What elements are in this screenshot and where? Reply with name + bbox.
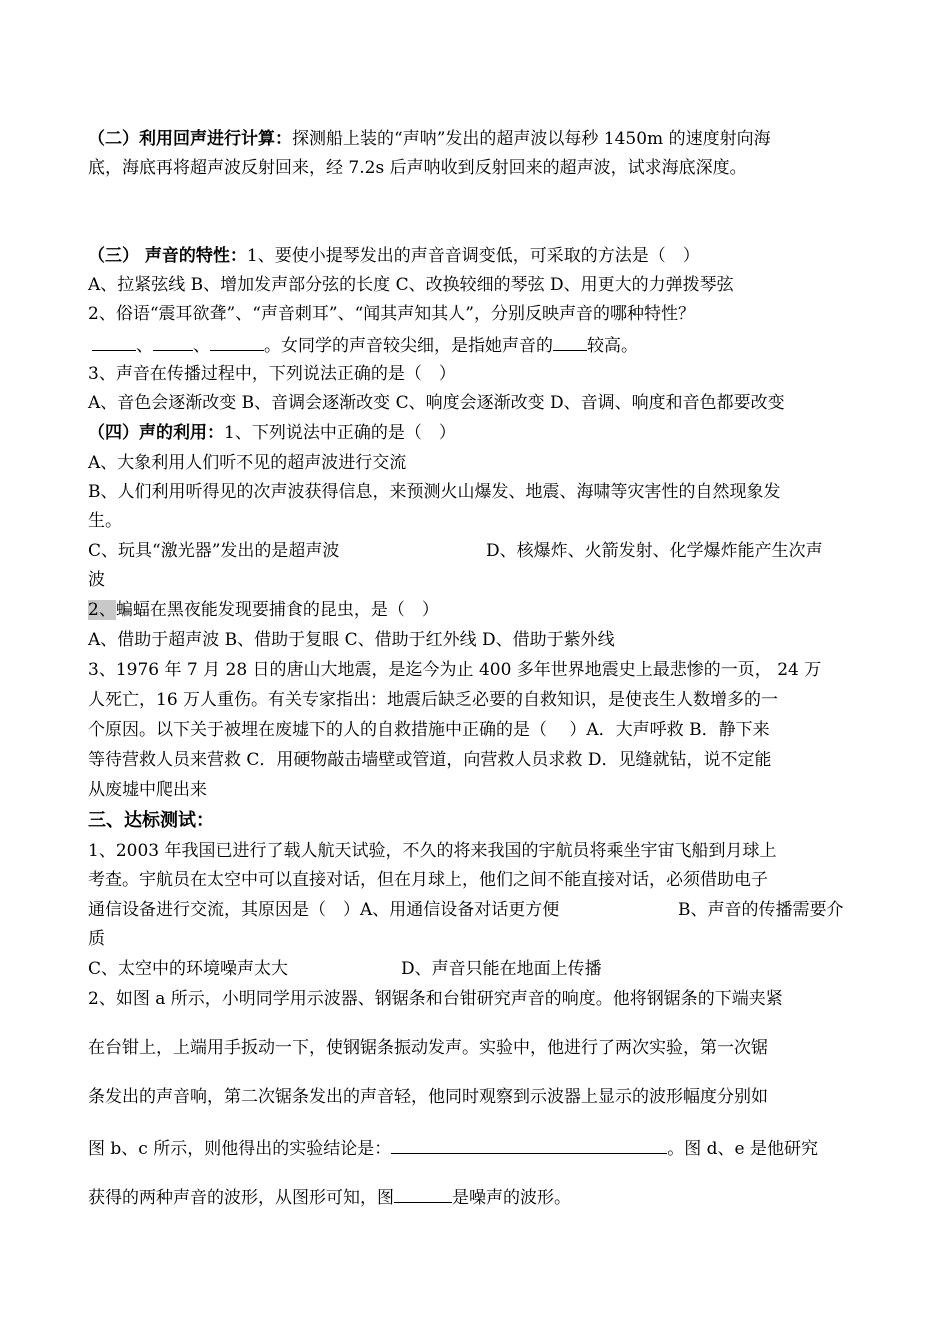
question-text: 是噪声的波形。 — [452, 1188, 571, 1208]
question-text: 图 b、c 所示，则他得出的实验结论是： — [88, 1139, 392, 1159]
option-b: B、声音的传播需要介 — [678, 900, 844, 920]
sound-use-q2-options: A、借助于超声波 B、借助于复眼 C、借助于红外线 D、借助于紫外线 — [88, 630, 615, 650]
answer-blank[interactable] — [394, 1185, 452, 1203]
sound-features-q2-blanks — [88, 333, 863, 357]
sound-use-heading: （四）声的利用： — [88, 423, 224, 443]
echo-question-line2: 底，海底再将超声波反射回来，经 7.2s 后声呐收到反射回来的超声波，试求海底深度。 — [88, 158, 747, 178]
separator: 、 — [136, 336, 153, 356]
sound-use-q1-optCD — [88, 540, 863, 562]
echo-question-line1 — [88, 128, 863, 150]
sound-features-heading: （三） 声音的特性： — [88, 246, 247, 266]
test-q2-line4 — [88, 1136, 863, 1160]
question-text: 蝙蝠在黑夜能发现要捕食的昆虫，是（ ） — [115, 600, 439, 620]
sound-use-q1-optB-line2: 生。 — [88, 511, 122, 531]
separator: 、 — [193, 336, 210, 356]
highlighted-number: 2、 — [88, 600, 116, 620]
sound-use-q3-line4: 等待营救人员来营救 C．用硬物敲击墙壁或管道，向营救人员求救 D．见缝就钻，说不定能 — [88, 750, 772, 770]
question-text: 。女同学的声音较尖细，是指她声音的 — [264, 336, 553, 356]
test-q2-line5 — [88, 1185, 863, 1209]
option-d: D、声音只能在地面上传播 — [401, 959, 602, 979]
sound-features-q3: 3、声音在传播过程中，下列说法正确的是（ ） — [88, 364, 456, 384]
echo-text-1: 探测船上装的“声呐”发出的超声波以每秒 1450m 的速度射向海 — [292, 129, 771, 149]
answer-blank[interactable] — [153, 333, 193, 351]
option-c: C、太空中的环境噪声太大 — [88, 959, 289, 979]
sound-use-q3-line5: 从废墟中爬出来 — [88, 780, 207, 800]
test-q2-line3: 条发出的声音响，第二次锯条发出的声音轻，他同时观察到示波器上显示的波形幅度分别如 — [88, 1087, 768, 1107]
question-text: 。图 d、e 是他研究 — [667, 1139, 818, 1159]
sound-features-q2: 2、俗语“震耳欲聋”、“声音刺耳”、“闻其声知其人”，分别反映声音的哪种特性？ — [88, 304, 695, 324]
test-q2-line2: 在台钳上，上端用手扳动一下，使钢锯条振动发声。实验中，他进行了两次实验，第一次锯 — [88, 1038, 768, 1058]
sound-use-q1 — [88, 422, 863, 444]
question-text: 通信设备进行交流，其原因是（ ）A、用通信设备对话更方便 — [88, 900, 560, 920]
answer-blank[interactable] — [92, 333, 136, 351]
sound-use-q1-optA: A、大象利用人们听不见的超声波进行交流 — [88, 453, 407, 473]
sound-features-q3-options: A、音色会逐渐改变 B、音调会逐渐改变 C、响度会逐渐改变 D、音调、响度和音色都要改变 — [88, 393, 785, 413]
question-text: 1、下列说法中正确的是（ ） — [224, 423, 456, 443]
echo-heading: （二）利用回声进行计算： — [88, 129, 292, 149]
answer-blank[interactable] — [210, 333, 264, 351]
sound-features-q1-options: A、拉紧弦线 B、增加发声部分弦的长度 C、改换较细的琴弦 D、用更大的力弹拨琴弦 — [88, 275, 734, 295]
sound-use-q3-line2: 人死亡，16 万人重伤。有关专家指出：地震后缺乏必要的自救知识，是使丧生人数增多的一 — [88, 690, 779, 710]
question-text: 较高。 — [587, 336, 638, 356]
sound-use-q2 — [88, 599, 863, 621]
question-text: 1、要使小提琴发出的声音音调变低，可采取的方法是（ ） — [246, 246, 700, 266]
sound-use-q1-optD-line2: 波 — [88, 570, 105, 590]
sound-use-q3-line1: 3、1976 年 7 月 28 日的唐山大地震，是迄今为止 400 多年世界地震史上最悲惨的一页， 24 万 — [88, 660, 822, 680]
sound-use-q1-optB-line1: B、人们利用听得见的次声波获得信息，来预测火山爆发、地震、海啸等灾害性的自然现象发 — [88, 482, 781, 502]
test-q1-line3 — [88, 899, 863, 921]
test-q2-line1: 2、如图 a 所示，小明同学用示波器、钢锯条和台钳研究声音的响度。他将钢锯条的下端夹紧 — [88, 989, 783, 1009]
answer-blank[interactable] — [391, 1136, 667, 1154]
sound-use-q3-line3: 个原因。以下关于被埋在废墟下的人的自救措施中正确的是（ ）A．大声呼救 B．静下来 — [88, 720, 770, 740]
option-d: D、核爆炸、火箭发射、化学爆炸能产生次声 — [486, 541, 823, 561]
option-c: C、玩具“激光器”发出的是超声波 — [88, 541, 340, 561]
question-text: 获得的两种声音的波形，从图形可知，图 — [88, 1188, 394, 1208]
answer-blank[interactable] — [553, 333, 587, 351]
test-q1-line2: 考查。宇航员在太空中可以直接对话，但在月球上，他们之间不能直接对话，必须借助电子 — [88, 870, 768, 890]
sound-features-q1 — [88, 245, 863, 267]
test-q1-line1: 1、2003 年我国已进行了载人航天试验，不久的将来我国的宇航员将乘坐宇宙飞船到月球上 — [88, 841, 777, 861]
test-q1-line4: 质 — [88, 929, 105, 949]
test-heading: 三、达标测试： — [88, 810, 214, 831]
test-q1-optCD — [88, 958, 863, 980]
